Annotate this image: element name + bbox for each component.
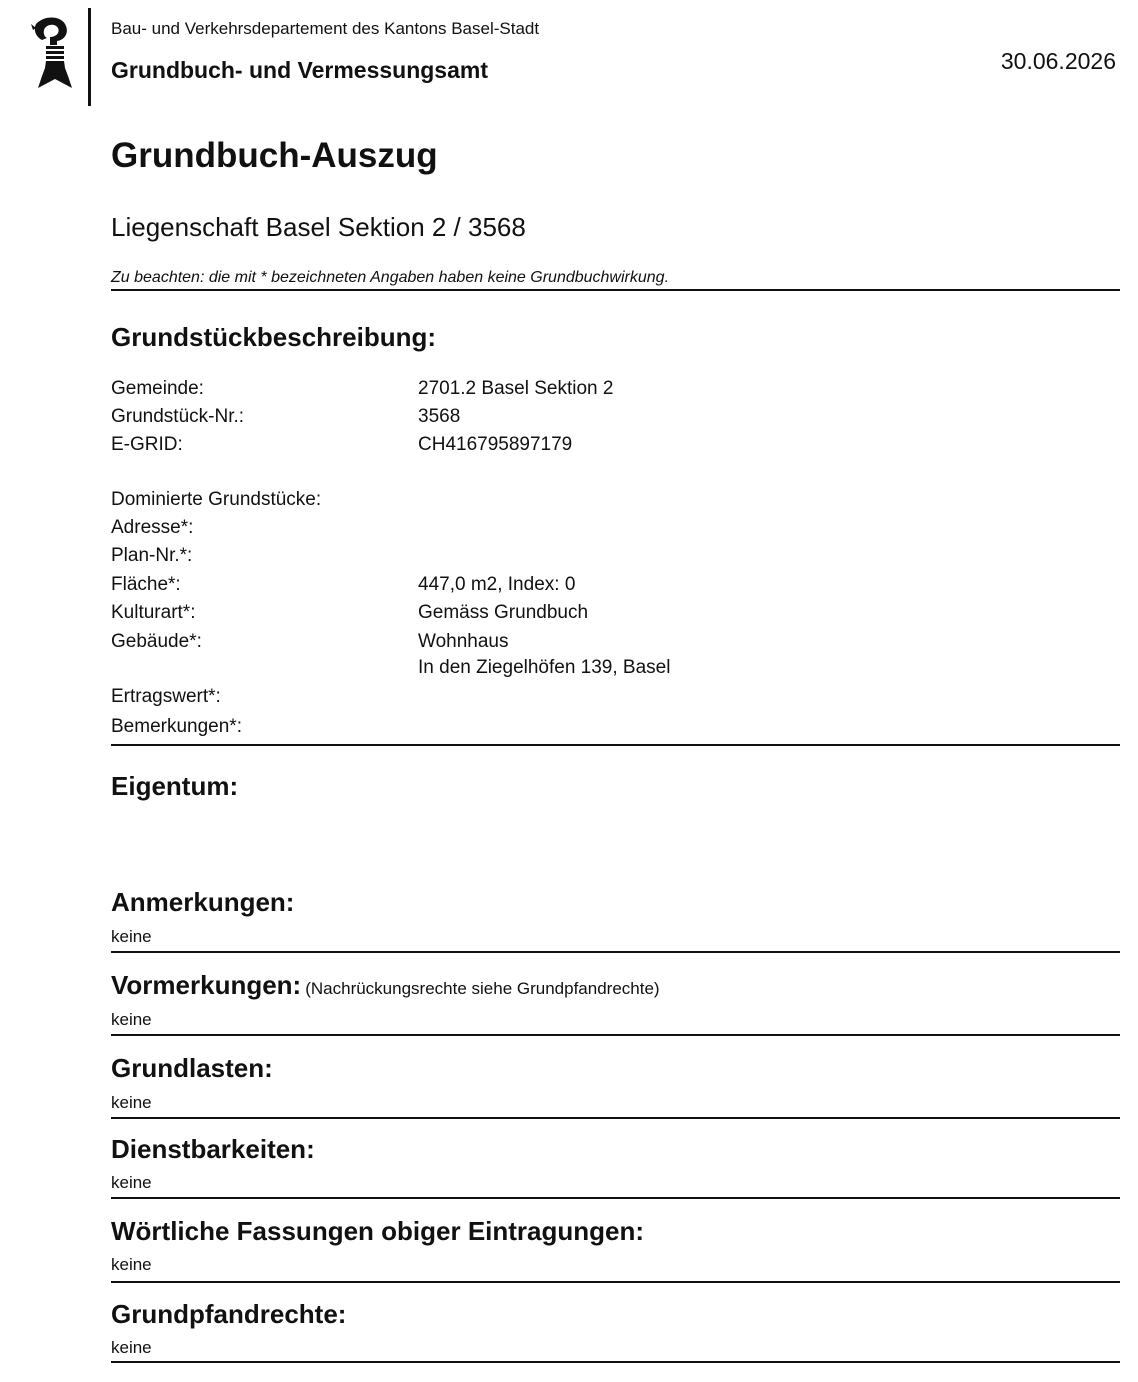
basel-crosier-icon bbox=[22, 16, 74, 92]
literal-versions-value: keine bbox=[111, 1255, 152, 1274]
parcel-number-value: 3568 bbox=[418, 406, 461, 427]
easements-value: keine bbox=[111, 1173, 152, 1192]
building-address-value: In den Ziegelhöfen 139, Basel bbox=[418, 657, 671, 678]
egrid-label: E-GRID: bbox=[111, 434, 183, 455]
department-name: Bau- und Verkehrsdepartement des Kantons Basel-Stadt bbox=[111, 19, 540, 38]
area-value: 447,0 m2, Index: 0 bbox=[418, 574, 576, 595]
literal-versions-heading: Wörtliche Fassungen obiger Eintragungen: bbox=[111, 1216, 645, 1246]
plan-number-label: Plan-Nr.*: bbox=[111, 545, 193, 566]
dominated-parcels-label: Dominierte Grundstücke: bbox=[111, 489, 322, 510]
land-charges-value: keine bbox=[111, 1093, 152, 1112]
header-divider bbox=[88, 8, 91, 106]
mortgage-rights-heading: Grundpfandrechte: bbox=[111, 1299, 347, 1329]
easements-heading: Dienstbarkeiten: bbox=[111, 1134, 315, 1164]
annotations-value: keine bbox=[111, 927, 152, 946]
document-date: 30.06.2026 bbox=[1000, 48, 1116, 74]
mortgage-rights-value: keine bbox=[111, 1338, 152, 1357]
annotations-heading: Anmerkungen: bbox=[111, 887, 295, 917]
pre-notations-heading bbox=[111, 970, 660, 1001]
divider bbox=[111, 289, 1120, 291]
egrid-value: CH416795897179 bbox=[418, 434, 573, 455]
cultivation-type-label: Kulturart*: bbox=[111, 602, 196, 623]
pre-notations-title: Vormerkungen: bbox=[111, 970, 302, 1000]
gemeinde-label: Gemeinde: bbox=[111, 378, 204, 399]
area-label: Fläche*: bbox=[111, 574, 181, 595]
ownership-heading: Eigentum: bbox=[111, 771, 239, 801]
yield-value-label: Ertragswert*: bbox=[111, 686, 221, 707]
divider bbox=[111, 1117, 1120, 1119]
pre-notations-value: keine bbox=[111, 1010, 152, 1029]
divider bbox=[111, 1361, 1120, 1363]
divider bbox=[111, 744, 1120, 746]
building-label: Gebäude*: bbox=[111, 631, 202, 652]
land-charges-heading: Grundlasten: bbox=[111, 1053, 273, 1083]
remarks-label: Bemerkungen*: bbox=[111, 716, 242, 737]
building-type-value: Wohnhaus bbox=[418, 631, 509, 652]
description-heading: Grundstückbeschreibung: bbox=[111, 322, 437, 352]
address-label: Adresse*: bbox=[111, 517, 194, 538]
office-name: Grundbuch- und Vermessungsamt bbox=[111, 57, 488, 83]
divider bbox=[111, 1034, 1120, 1036]
property-title: Liegenschaft Basel Sektion 2 / 3568 bbox=[111, 212, 526, 242]
cultivation-type-value: Gemäss Grundbuch bbox=[418, 602, 589, 623]
legal-note: Zu beachten: die mit * bezeichneten Angaben haben keine Grundbuchwirkung. bbox=[111, 269, 670, 286]
divider bbox=[111, 951, 1120, 953]
divider bbox=[111, 1197, 1120, 1199]
gemeinde-value: 2701.2 Basel Sektion 2 bbox=[418, 378, 614, 399]
document-title: Grundbuch-Auszug bbox=[111, 136, 438, 175]
pre-notations-subtitle: (Nachrückungsrechte siehe Grundpfandrechte) bbox=[305, 979, 660, 998]
divider bbox=[111, 1281, 1120, 1283]
parcel-number-label: Grundstück-Nr.: bbox=[111, 406, 245, 427]
